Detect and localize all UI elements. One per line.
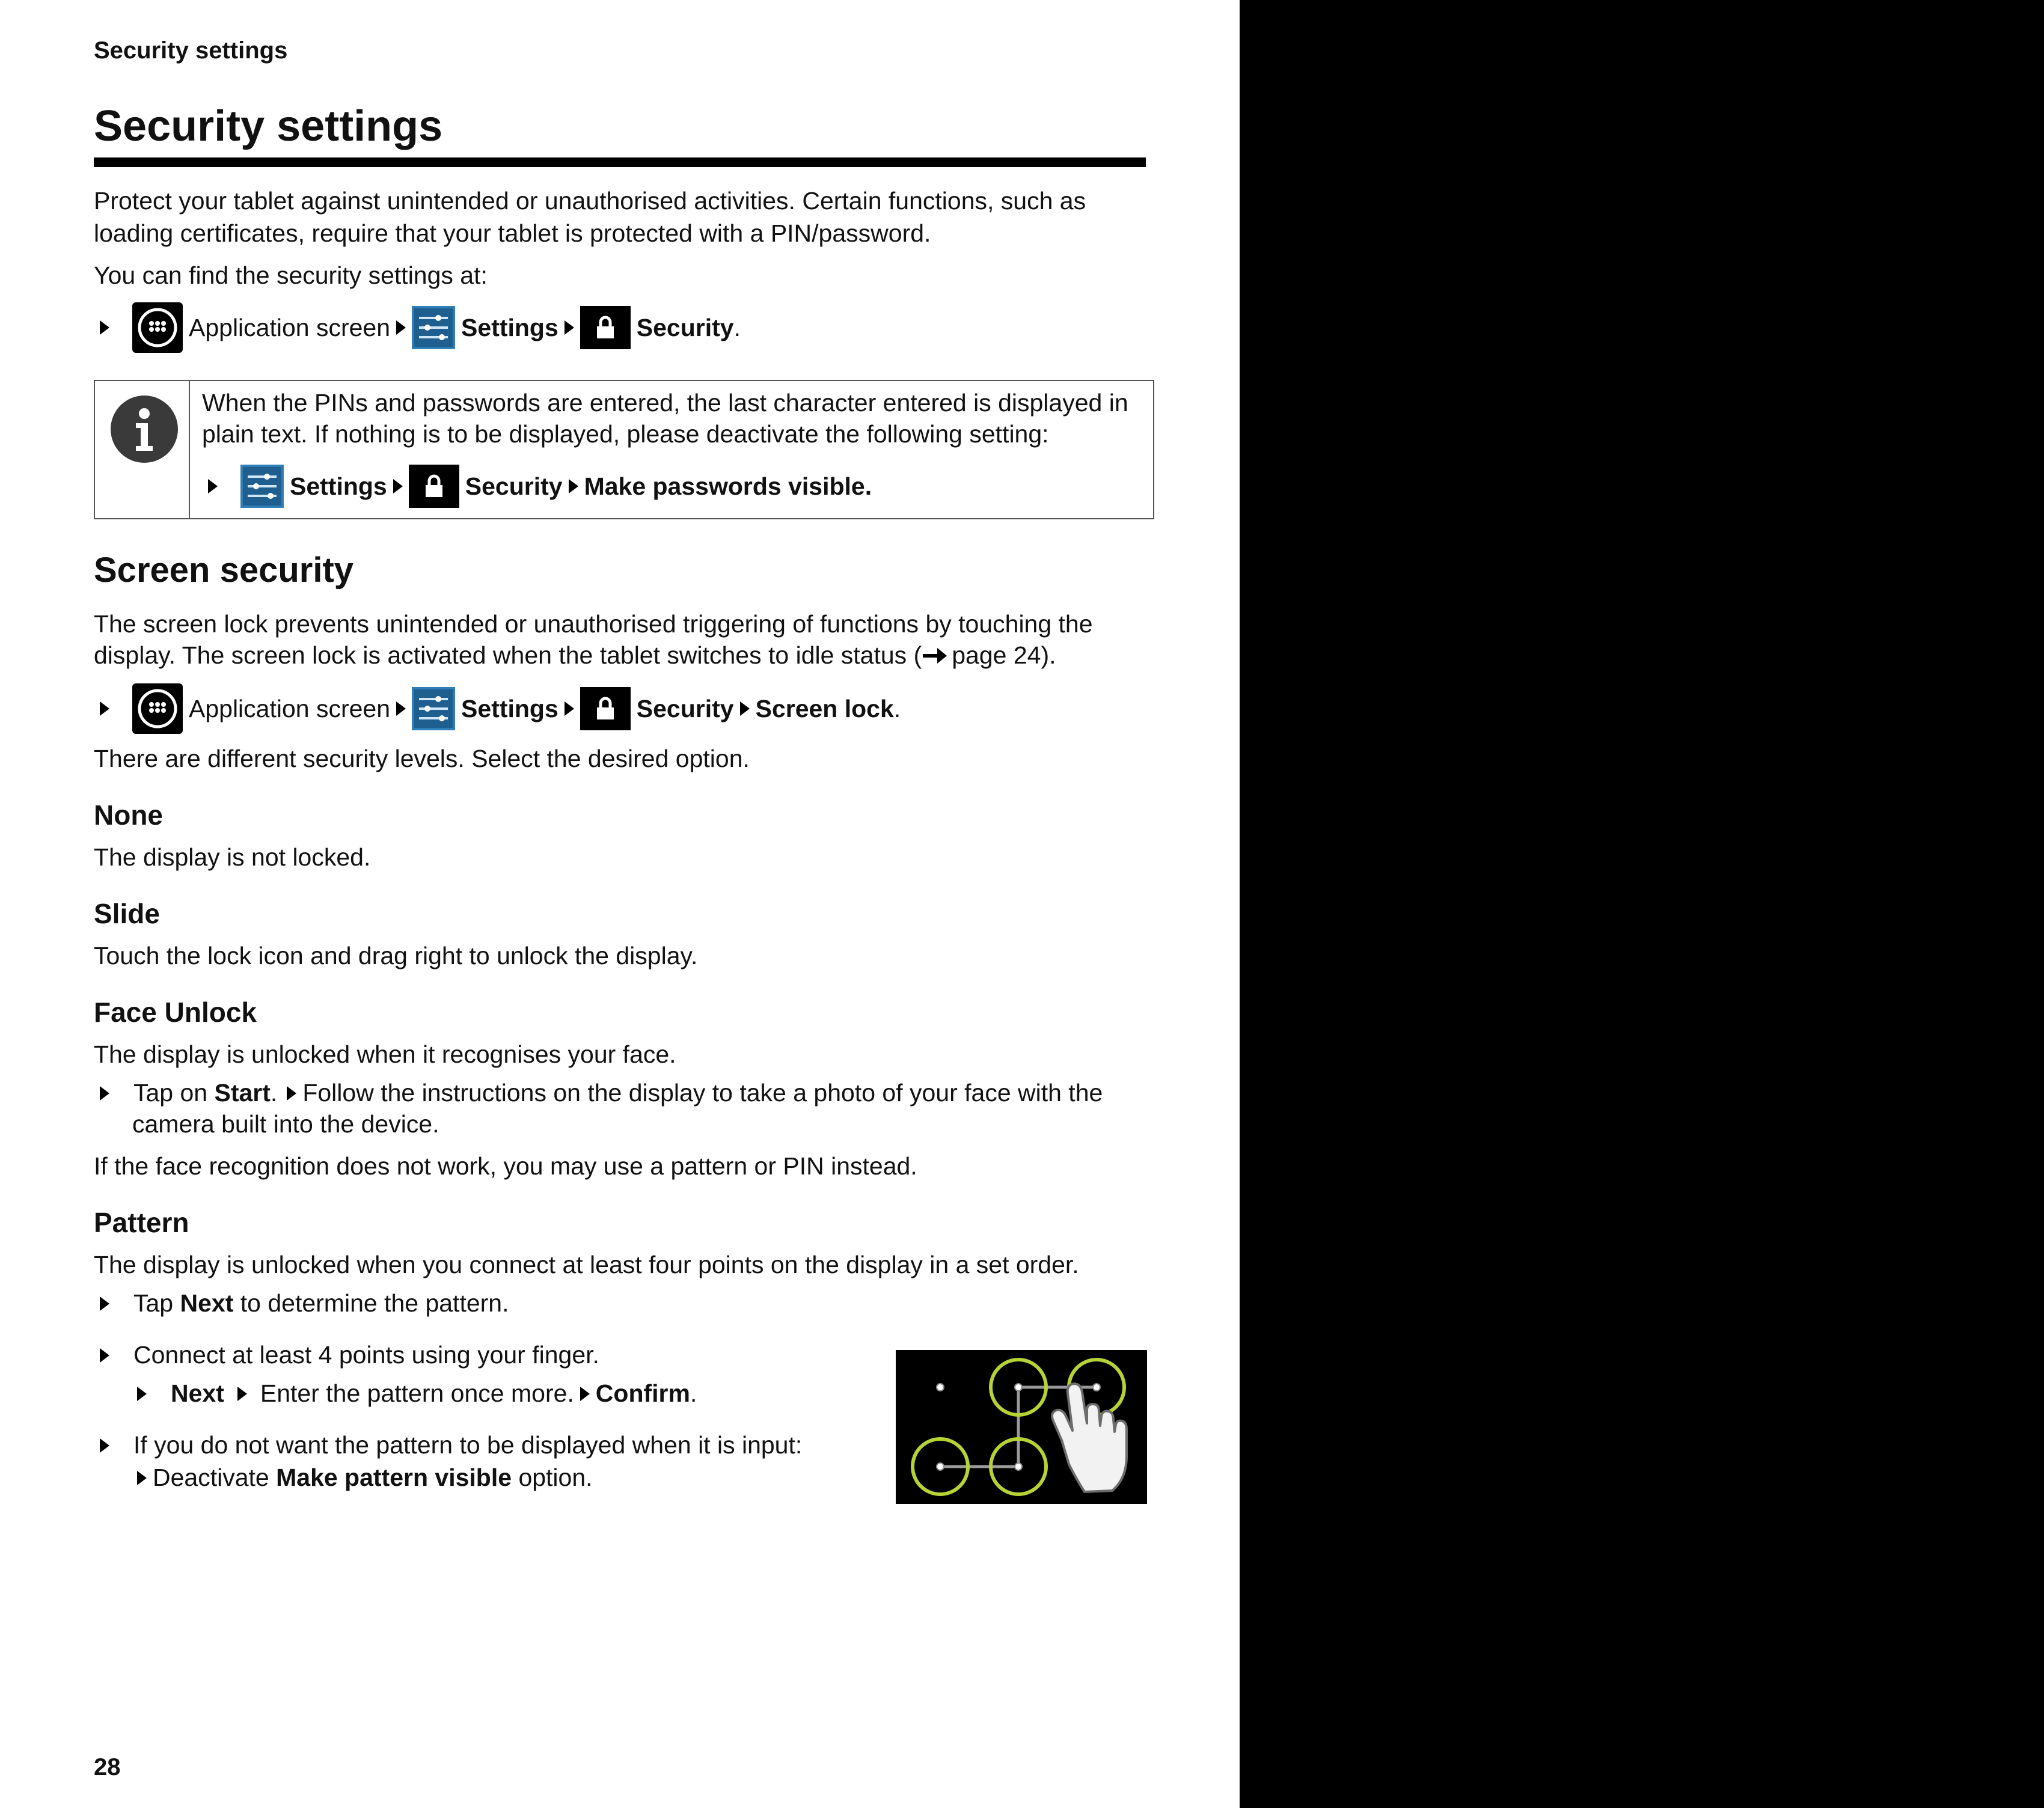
pattern-step-2-sub: Next Enter the pattern once more. Confirm.	[137, 1378, 697, 1409]
step-arrow-icon	[740, 701, 750, 716]
step-arrow-icon	[137, 1471, 147, 1485]
settings-icon	[412, 306, 455, 349]
step-arrow-icon	[565, 320, 574, 335]
screen-security-line-2: display. The screen lock is activated when the tablet switches to idle status ( page 24).	[94, 641, 1056, 669]
make-passwords-visible-option: Make passwords visible.	[584, 472, 872, 500]
slide-text: Touch the lock icon and drag right to unlock the display.	[94, 942, 698, 970]
page-reference-arrow-icon	[922, 646, 948, 666]
black-side-panel	[1240, 0, 2044, 1808]
pattern-step-3: If you do not want the pattern to be displayed when it is input:	[100, 1429, 802, 1461]
face-unlock-fallback: If the face recognition does not work, you may use a pattern or PIN instead.	[94, 1152, 917, 1180]
pattern-step-1: Tap Next to determine the pattern.	[100, 1287, 509, 1319]
application-screen-icon	[132, 302, 183, 353]
face-unlock-text: The display is unlocked when it recognises your face.	[94, 1040, 676, 1068]
screen-security-heading: Screen security	[94, 551, 354, 590]
step-arrow-icon	[208, 479, 218, 493]
security-label: Security	[636, 694, 734, 722]
pattern-text: The display is unlocked when you connect at least four points on the display in a set order.	[94, 1251, 1079, 1278]
security-label: Security	[636, 313, 734, 341]
settings-icon	[412, 687, 455, 730]
screen-security-line-1: The screen lock prevents unintended or unauthorised triggering of functions by touching the	[94, 610, 1093, 638]
page-title: Security settings	[94, 102, 443, 150]
settings-label: Settings	[461, 313, 558, 341]
page-number: 28	[94, 1754, 121, 1780]
step-arrow-icon	[100, 1348, 109, 1363]
confirm-label: Confirm	[595, 1379, 690, 1407]
step-arrow-icon	[569, 479, 578, 493]
none-heading: None	[94, 799, 163, 831]
face-unlock-step-line-2: camera built into the device.	[132, 1110, 439, 1138]
pattern-step-3-sub: Deactivate Make pattern visible option.	[137, 1462, 593, 1494]
step-arrow-icon	[100, 1086, 109, 1101]
face-unlock-heading: Face Unlock	[94, 997, 257, 1028]
settings-label: Settings	[461, 694, 558, 722]
lock-icon	[580, 306, 631, 349]
slide-heading: Slide	[94, 898, 160, 929]
intro-line-2: loading certificates, require that your tablet is protected with a PIN/password.	[94, 219, 931, 247]
intro-line-1: Protect your tablet against unintended or unauthorised activities. Certain functions, such as	[94, 187, 1086, 215]
lock-icon	[409, 465, 459, 508]
next-label: Next	[171, 1379, 224, 1407]
start-label: Start	[214, 1079, 271, 1107]
make-pattern-visible-option: Make pattern visible	[276, 1464, 512, 1491]
info-box	[94, 380, 1154, 519]
settings-path-2: Application screen Settings Security Screen lock.	[100, 682, 901, 736]
intro-find-settings: You can find the security settings at:	[94, 261, 488, 289]
info-settings-path	[208, 463, 872, 510]
pattern-step-2: Connect at least 4 points using your finger.	[100, 1339, 599, 1371]
step-arrow-icon	[396, 320, 406, 335]
security-levels-text: There are different security levels. Select the desired option.	[94, 745, 750, 772]
step-arrow-icon	[100, 1296, 109, 1311]
step-arrow-icon	[565, 701, 574, 716]
application-screen-label: Application screen	[189, 313, 391, 341]
none-text: The display is not locked.	[94, 843, 371, 871]
step-arrow-icon	[100, 701, 109, 716]
title-rule	[94, 157, 1146, 167]
info-line-1: When the PINs and passwords are entered, the last character entered is displayed in	[202, 389, 1128, 417]
lock-icon	[580, 687, 631, 730]
info-line-2: plain text. If nothing is to be displayed, please deactivate the following setting:	[202, 420, 1049, 448]
settings-label: Settings	[290, 472, 387, 500]
settings-icon	[240, 465, 284, 508]
pattern-heading: Pattern	[94, 1207, 189, 1238]
step-arrow-icon	[287, 1086, 296, 1101]
next-label: Next	[180, 1289, 234, 1317]
application-screen-label: Application screen	[189, 694, 391, 722]
security-label: Security	[465, 472, 563, 500]
info-icon	[109, 394, 179, 464]
settings-path-1: Application screen Settings Security.	[100, 301, 741, 355]
step-arrow-icon	[393, 479, 403, 493]
step-arrow-icon	[580, 1387, 590, 1401]
step-arrow-icon	[100, 1438, 109, 1453]
pattern-lock-illustration	[896, 1350, 1147, 1504]
step-arrow-icon	[237, 1387, 247, 1401]
face-unlock-step: Tap on Start. Follow the instructions on the display to take a photo of your face with the	[100, 1077, 1103, 1109]
step-arrow-icon	[100, 320, 109, 335]
step-arrow-icon	[137, 1387, 147, 1401]
running-header: Security settings	[94, 37, 288, 64]
application-screen-icon	[132, 683, 183, 734]
screen-lock-label: Screen lock	[755, 694, 894, 722]
step-arrow-icon	[396, 701, 406, 716]
